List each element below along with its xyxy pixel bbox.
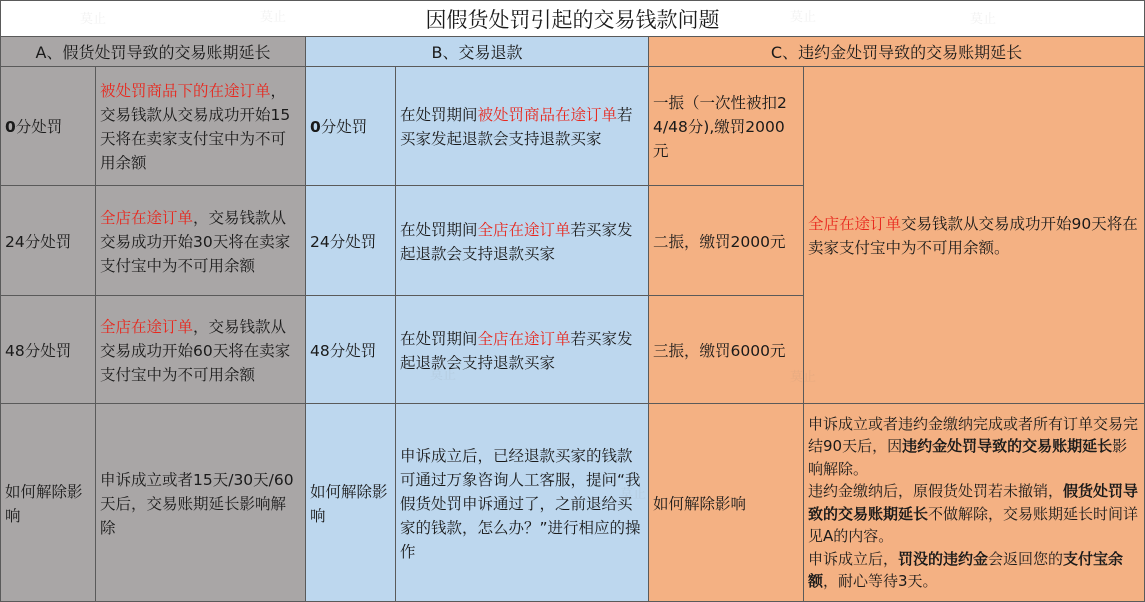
a-row0-red: 被处罚商品下的在途订单 bbox=[100, 82, 271, 100]
b-row3-label bbox=[306, 404, 396, 602]
c-row3-p2-post: 不做解除，交易账期延长时间详见A的内容。 bbox=[808, 504, 1139, 545]
a-row2-red: 全店在途订单 bbox=[100, 317, 194, 336]
b-row3-desc bbox=[396, 404, 649, 602]
c-row3-p1-pre: 申诉成立或者违约金缴纳完成或者所有订单交易完结90天后，因 bbox=[808, 414, 1139, 455]
header-c bbox=[649, 37, 1145, 67]
b-row0-label-digit: 0 bbox=[310, 118, 321, 136]
b-row2-label bbox=[306, 296, 396, 404]
b-row3-label-text: 如何解除影响 bbox=[310, 482, 388, 525]
a-row0-label bbox=[0, 67, 96, 186]
b-row0-label bbox=[306, 67, 396, 186]
header-b-text: B、交易退款 bbox=[431, 42, 523, 62]
c-row3-p1-post: 影响解除。 bbox=[808, 437, 1128, 478]
c-row1-label bbox=[649, 186, 804, 296]
c-row1-text: 二振，缴罚2000元 bbox=[653, 232, 786, 251]
c-row3-p3-bold1: 罚没的违约金 bbox=[898, 549, 989, 568]
a-row3-label-text: 如何解除影响 bbox=[5, 482, 83, 525]
b-row2-desc bbox=[396, 296, 649, 404]
header-b bbox=[306, 37, 649, 67]
b-row1-label-text: 24分处罚 bbox=[310, 232, 377, 251]
header-a-text: A、假货处罚导致的交易账期延长 bbox=[35, 42, 271, 62]
b-row1-rest: 若买家发起退款会支持退款买家 bbox=[400, 220, 633, 263]
c-merged-desc bbox=[804, 67, 1145, 404]
b-row2-pre: 在处罚期间 bbox=[400, 329, 478, 348]
c-row3-p1-bold: 违约金处罚导致的交易账期延长 bbox=[902, 437, 1113, 455]
c-row3-p3-pre: 申诉成立后， bbox=[808, 549, 899, 568]
b-row1-desc bbox=[396, 186, 649, 296]
header-c-text: C、违约金处罚导致的交易账期延长 bbox=[770, 42, 1023, 62]
c-row2-text: 三振，缴罚6000元 bbox=[653, 341, 786, 360]
c-row3-label bbox=[649, 404, 804, 602]
b-row2-rest: 若买家发起退款会支持退款买家 bbox=[400, 329, 633, 372]
c-row3-p2-bold: 假货处罚导致的交易账期延长 bbox=[808, 482, 1139, 523]
c-row3-p3-mid: 会返回您的 bbox=[988, 549, 1064, 568]
c-merged-rest: 交易钱款从交易成功开始90天将在卖家支付宝中为不可用余额。 bbox=[808, 215, 1138, 257]
b-row0-pre: 在处罚期间 bbox=[400, 106, 478, 124]
c-row3-label-text: 如何解除影响 bbox=[653, 494, 747, 513]
c-merged-red: 全店在途订单 bbox=[808, 215, 902, 233]
a-row2-label-text: 48分处罚 bbox=[5, 341, 72, 360]
b-row2-label-text: 48分处罚 bbox=[310, 341, 377, 360]
c-row3-p2-pre: 违约金缴纳后，原假货处罚若未撤销， bbox=[808, 482, 1064, 500]
a-row2-label bbox=[0, 296, 96, 404]
b-row0-red: 被处罚商品在途订单 bbox=[477, 106, 618, 124]
a-row3-desc bbox=[96, 404, 306, 602]
a-row2-rest: ，交易钱款从交易成功开始60天将在卖家支付宝中为不可用余额 bbox=[100, 317, 291, 384]
a-row0-label-digit: 0 bbox=[5, 118, 16, 136]
b-row1-red: 全店在途订单 bbox=[477, 220, 571, 239]
b-row0-label-text: 分处罚 bbox=[320, 118, 368, 136]
c-row0-label bbox=[649, 67, 804, 186]
a-row2-desc bbox=[96, 296, 306, 404]
header-a bbox=[0, 37, 306, 67]
a-row0-desc bbox=[96, 67, 306, 186]
table-title bbox=[0, 0, 1145, 37]
b-row2-red: 全店在途订单 bbox=[477, 329, 571, 348]
a-row1-label bbox=[0, 186, 96, 296]
c-row3-desc bbox=[804, 404, 1145, 602]
a-row3-label bbox=[0, 404, 96, 602]
table-title-text: 因假货处罚引起的交易钱款问题 bbox=[425, 7, 720, 32]
b-row1-pre: 在处罚期间 bbox=[400, 220, 478, 239]
c-row2-label bbox=[649, 296, 804, 404]
b-row1-label bbox=[306, 186, 396, 296]
a-row1-rest: ，交易钱款从交易成功开始30天将在卖家支付宝中为不可用余额 bbox=[100, 208, 291, 275]
b-row3-text: 申诉成立后，已经退款买家的钱款可通过万象咨询人工客服，提问“我假货处罚申诉通过了，之前退给买家的钱款，怎么办？”进行相应的操作 bbox=[400, 446, 641, 561]
a-row0-label-text: 分处罚 bbox=[15, 118, 63, 136]
b-row0-rest: 若买家发起退款会支持退款买家 bbox=[400, 106, 633, 148]
a-row1-desc bbox=[96, 186, 306, 296]
c-row3-p3-post: ，耐心等待3天。 bbox=[823, 572, 938, 590]
c-row3-p3-bold2: 支付宝余额 bbox=[808, 549, 1124, 590]
a-row0-rest: ，交易钱款从交易成功开始15天将在卖家支付宝中为不可用余额 bbox=[100, 82, 291, 172]
a-row1-red: 全店在途订单 bbox=[100, 208, 194, 227]
a-row3-text: 申诉成立或者15天/30天/60天后，交易账期延长影响解除 bbox=[100, 470, 294, 537]
c-row0-text: 一振（一次性被扣24/48分),缴罚2000元 bbox=[653, 94, 787, 160]
b-row0-desc bbox=[396, 67, 649, 186]
a-row1-label-text: 24分处罚 bbox=[5, 232, 72, 251]
